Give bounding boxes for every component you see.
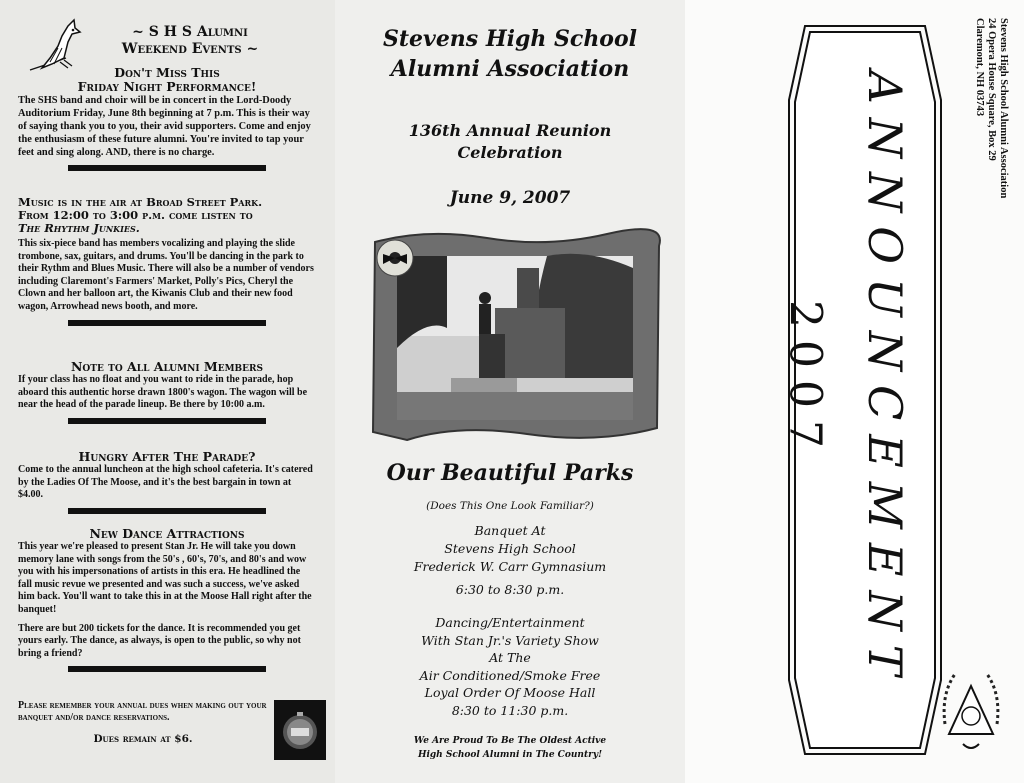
- banquet-line2: Stevens High School: [444, 541, 576, 556]
- dance-tickets: There are but 200 tickets for the dance. It is recommended you get yours early. The dance, as always, is open to the public, so why not bring a friend?: [18, 622, 301, 659]
- dance-line4: Air Conditioned/Smoke Free: [419, 667, 601, 683]
- events-title-line1: ~ S H S Alumni: [132, 24, 248, 40]
- proud-note: [335, 734, 685, 762]
- banquet-line1: Banquet At: [474, 523, 546, 538]
- dance-line3: At The: [489, 650, 531, 665]
- announcement-word: ANNOUNCEMENT: [858, 70, 912, 690]
- mailing-panel: [685, 0, 1024, 783]
- banquet-info: [335, 522, 685, 599]
- address-line1: Stevens High School Alumni Association: [998, 18, 1009, 199]
- divider: [68, 508, 266, 514]
- reunion-line2: Celebration: [457, 143, 563, 162]
- section-dance: [18, 527, 316, 678]
- dance-line2: With Stan Jr.'s Variety Show: [421, 632, 599, 648]
- friday-body: The SHS band and choir will be in concert in the Lord-Doody Auditorium Friday, June 8th beginning at 7 p.m. This is their way of saying thank you to you, their avid supporters. Come and enjoy the enthusiasm of these future alumni. You're invited to tap your feet and sing along. AND, there is no charge.: [18, 95, 311, 158]
- alumni-seal-icon: [935, 664, 1007, 754]
- events-panel: [0, 0, 335, 783]
- section-hungry: [18, 450, 316, 520]
- event-date: June 9, 2007: [449, 188, 571, 208]
- banquet-time: 6:30 to 8:30 p.m.: [455, 582, 565, 597]
- proud-line1: We Are Proud To Be The Oldest Active: [413, 736, 607, 746]
- reunion-line1: 136th Annual Reunion: [408, 121, 612, 140]
- divider: [68, 418, 266, 424]
- hungry-heading: Hungry After The Parade?: [78, 449, 256, 464]
- cover-panel: [335, 0, 685, 783]
- section-note: [18, 360, 316, 430]
- music-body: This six-piece band has members vocalizing and playing the slide trombone, sax, guitars, and drums. You'll be dancing in the park to their Rythm and Blues Music. There will also be a number of vendors including Claremont's Farmers' Market, Polly's Pics, Cheryl the Clown and her balloon art, the Kiwanis Club and their new food wagon, Arrowhead news booth, and more.: [18, 238, 314, 312]
- music-heading-line2: From 12:00 to 3:00 p.m. come listen to: [18, 208, 253, 222]
- proud-line2: High School Alumni in The Country!: [417, 750, 603, 760]
- org-name: [335, 24, 685, 84]
- ornament-photo: [274, 700, 326, 760]
- dance-info: [335, 614, 685, 719]
- dance-line1: Dancing/Entertainment: [435, 615, 585, 630]
- org-name-line1: Stevens High School: [382, 26, 638, 52]
- parks-subtitle: (Does This One Look Familiar?): [426, 500, 594, 512]
- note-body: If your class has no float and you want to ride in the parade, hop aboard this authentic horse drawn 1800's wagon. The wagon will be near the head of the parade lineup. Be there by 10:00 a.m.: [18, 374, 308, 411]
- note-heading: Note to All Alumni Members: [70, 359, 263, 374]
- announcement-year: 2007: [779, 300, 831, 460]
- address-line3: Claremont, NH 03743: [974, 18, 985, 117]
- friday-heading: [18, 66, 316, 94]
- dance-body: This year we're pleased to present Stan Jr. He will take you down memory lane with songs from the 50's , 60's, 70's, and 80's and wow you with his impersonations of artists in this era. He headlined the fall music revue we presented and was such a success, we've asked him back. You'll want to take this in at the Moose Hall right after the banquet!: [18, 541, 312, 615]
- divider: [68, 666, 266, 672]
- dance-line5: Loyal Order Of Moose Hall: [424, 685, 596, 700]
- friday-heading-line2: Friday Night Performance!: [77, 79, 257, 94]
- dance-time: 8:30 to 11:30 p.m.: [451, 702, 569, 718]
- dues-note: Please remember your annual dues when making out your banquet and/or dance reservations.: [18, 700, 267, 724]
- friday-heading-line1: Don't Miss This: [114, 65, 220, 80]
- section-music: [18, 196, 316, 332]
- divider: [68, 320, 266, 326]
- divider: [68, 165, 266, 171]
- banquet-line3: Frederick W. Carr Gymnasium: [413, 559, 607, 574]
- org-name-line2: Alumni Association: [390, 56, 630, 82]
- events-title: [90, 24, 290, 58]
- park-photo: [367, 228, 663, 446]
- hungry-body: Come to the annual luncheon at the high school cafeteria. It's catered by the Ladies Of The Moose, and it's the best bargain in town at $4.00.: [18, 464, 313, 501]
- music-heading-line1: Music is in the air at Broad Street Park.: [18, 195, 263, 209]
- reunion-title: [335, 120, 685, 164]
- music-heading: [18, 196, 316, 235]
- section-friday: [18, 66, 316, 177]
- parks-title: Our Beautiful Parks: [386, 460, 634, 486]
- dance-heading: New Dance Attractions: [89, 526, 245, 541]
- dues-amount: Dues remain at $6.: [93, 732, 193, 745]
- address-line2: 24 Opera House Square, Box 29: [986, 18, 997, 161]
- music-heading-line3: The Rhythm Junkies.: [18, 221, 140, 235]
- section-dues: [18, 700, 268, 745]
- events-title-line2: Weekend Events ~: [121, 41, 259, 57]
